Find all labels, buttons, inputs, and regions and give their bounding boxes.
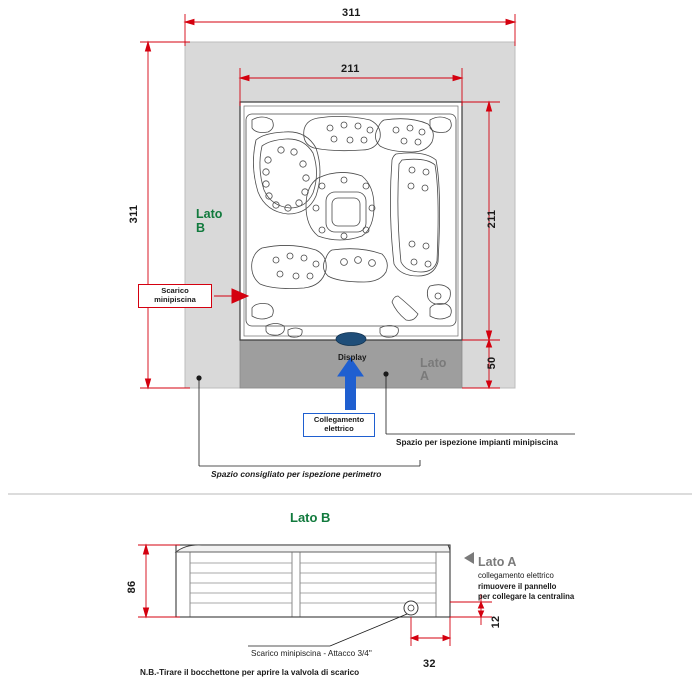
- dim-side-height: 86: [126, 580, 138, 594]
- display-indicator: [336, 333, 366, 346]
- callout-electrical-line2: elettrico: [324, 423, 354, 433]
- note-drain-warning-label: N.B.: [140, 668, 157, 677]
- dim-spa-height: 211: [486, 209, 498, 229]
- dim-overall-height: 311: [128, 204, 140, 224]
- label-lato-a-line2: A: [420, 369, 430, 383]
- label-lato-b: [196, 207, 222, 236]
- side-a-note-2: rimuovere il pannello: [478, 581, 557, 591]
- callout-drain-line1: Scarico: [161, 286, 189, 295]
- note-drain-attachment: Scarico minipiscina - Attacco 3/4": [251, 649, 372, 658]
- note-drain-warning-text: -Tirare il bocchettone per aprire la valvola di scarico: [156, 668, 360, 677]
- dim-spa-width: 211: [341, 63, 360, 75]
- label-lato-b-line1: Lato: [196, 207, 223, 221]
- dim-overall-width: 311: [342, 7, 361, 19]
- note-inspection-systems: Spazio per ispezione impianti minipiscina: [396, 438, 558, 447]
- note-drain-warning: [140, 668, 359, 679]
- dim-bottom-offset: 50: [486, 356, 498, 370]
- display-label: Display: [338, 353, 367, 362]
- dim-valve-height: 12: [490, 615, 502, 629]
- callout-drain: [138, 284, 212, 308]
- label-lato-b-line2: B: [196, 221, 206, 236]
- label-side-a-arrow: Lato A: [478, 555, 517, 569]
- label-lato-a-line1: Lato: [420, 356, 447, 370]
- side-a-annotation-group: [478, 555, 574, 603]
- side-view-title: Lato B: [290, 510, 331, 525]
- callout-electrical: [303, 413, 375, 437]
- dim-valve-offset: 32: [423, 658, 436, 670]
- callout-drain-line2: minipiscina: [154, 294, 196, 304]
- label-lato-a: [420, 356, 446, 383]
- side-a-note-1: collegamento elettrico: [478, 571, 554, 581]
- note-perimeter-inspection: Spazio consigliato per ispezione perimetro: [211, 469, 382, 479]
- callout-electrical-line1: Collegamento: [313, 415, 365, 424]
- side-a-note-3: per collegare la centralina: [478, 592, 575, 602]
